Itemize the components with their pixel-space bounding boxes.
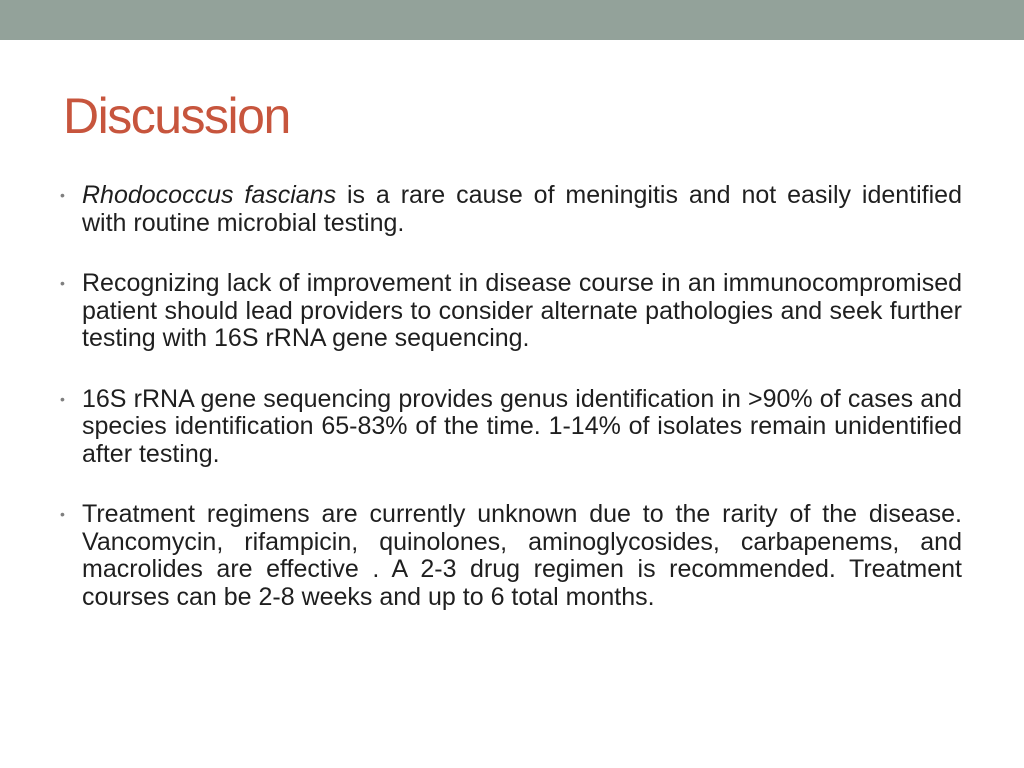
bullet-item: [60, 181, 962, 237]
slide-title: Discussion: [63, 88, 290, 144]
bullet-marker: •: [60, 390, 65, 407]
bullet-item: [60, 269, 962, 353]
bullet-text: [82, 181, 962, 237]
bullet-text: Treatment regimens are currently unknown due to the rarity of the disease. Vancomycin, rifampicin, quinolones, aminoglycosides, carbapenems, and macrolides are effective . A 2-3 drug regimen is recommended. Treatment courses can be 2-8 weeks and up to 6 total months.: [82, 500, 962, 611]
bullet-text: 16S rRNA gene sequencing provides genus identification in >90% of cases and species identification 65-83% of the time. 1-14% of isolates remain unidentified after testing.: [82, 384, 962, 468]
bullet-text: Recognizing lack of improvement in disease course in an immunocompromised patient should lead providers to consider alternate pathologies and seek further testing with 16S rRNA gene sequencing.: [82, 269, 962, 352]
bullet-marker: •: [60, 187, 65, 203]
bullet-body: is a rare cause of meningitis and not easily identified with routine microbial testing.: [82, 181, 962, 237]
bullet-item: [60, 384, 962, 469]
top-accent-bar: [0, 0, 1024, 40]
bullet-item: [60, 500, 962, 611]
organism-name: Rhodococcus fascians: [82, 181, 337, 209]
bullet-list: [60, 181, 962, 644]
bullet-marker: •: [60, 275, 65, 291]
bullet-marker: •: [60, 506, 65, 522]
